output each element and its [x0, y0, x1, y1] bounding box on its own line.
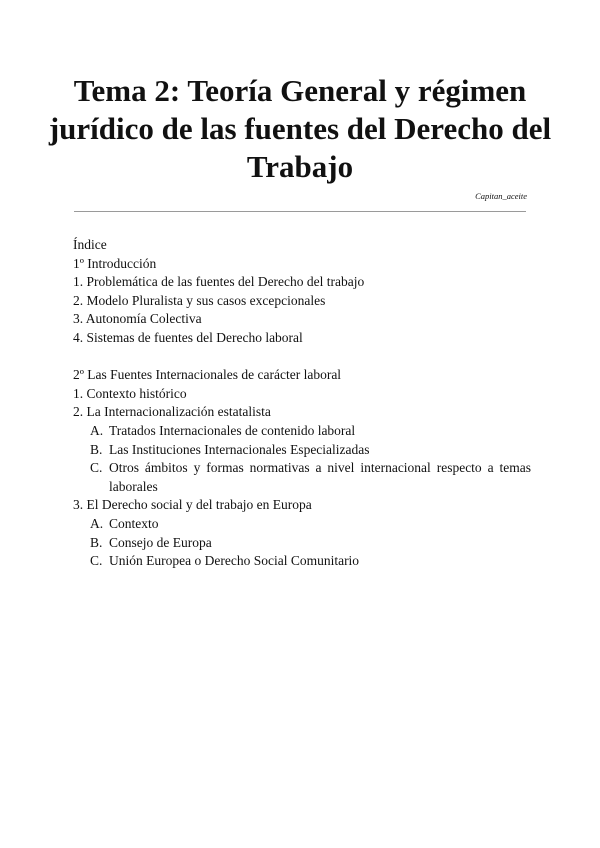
toc-item: 1. Contexto histórico: [73, 385, 187, 401]
toc-subitem-letter: B.: [90, 534, 103, 550]
toc-subitem-text: Contexto: [109, 515, 159, 531]
toc-subitem: [73, 515, 531, 534]
toc-item: 3. El Derecho social y del trabajo en Europa: [73, 497, 312, 513]
document-title: Tema 2: Teoría General y régimen jurídico de las fuentes del Derecho del Trabajo: [48, 73, 552, 184]
toc-subitem-letter: C.: [90, 553, 103, 569]
toc-subitem-text: Consejo de Europa: [109, 534, 212, 550]
horizontal-divider: [74, 211, 526, 212]
toc-subitem: [73, 552, 531, 571]
toc-section-title: 1º Introducción: [73, 255, 157, 271]
toc-subitem-letter: A.: [90, 515, 104, 531]
toc-subitem-letter: A.: [90, 422, 104, 438]
toc-subitem-text: Otros ámbitos y formas normativas a nivel internacional respecto a temas laborales: [109, 460, 531, 494]
author-name: Capitan_aceite: [475, 191, 527, 201]
toc-subitem: [73, 459, 531, 496]
toc-subitem-text: Tratados Internacionales de contenido laboral: [109, 422, 356, 438]
toc-item: 3. Autonomía Colectiva: [73, 311, 202, 327]
toc-subitem: [73, 441, 531, 460]
toc-section-title: 2º Las Fuentes Internacionales de carácter laboral: [73, 367, 342, 383]
toc-item: 2. Modelo Pluralista y sus casos excepcionales: [73, 292, 326, 308]
toc-subitem-text: Unión Europea o Derecho Social Comunitario: [109, 553, 360, 569]
table-of-contents: [73, 236, 531, 571]
toc-subitem-letter: C.: [90, 460, 103, 476]
toc-item: 2. La Internacionalización estatalista: [73, 404, 271, 420]
toc-item: 1. Problemática de las fuentes del Derecho del trabajo: [73, 274, 365, 290]
toc-subitem: [73, 534, 531, 553]
toc-heading: Índice: [73, 237, 107, 252]
toc-item: 4. Sistemas de fuentes del Derecho laboral: [73, 329, 303, 345]
toc-subitem-letter: B.: [90, 441, 103, 457]
toc-spacer: [73, 348, 531, 367]
toc-subitem-text: Las Instituciones Internacionales Especializadas: [109, 441, 370, 457]
toc-subitem: [73, 422, 531, 441]
